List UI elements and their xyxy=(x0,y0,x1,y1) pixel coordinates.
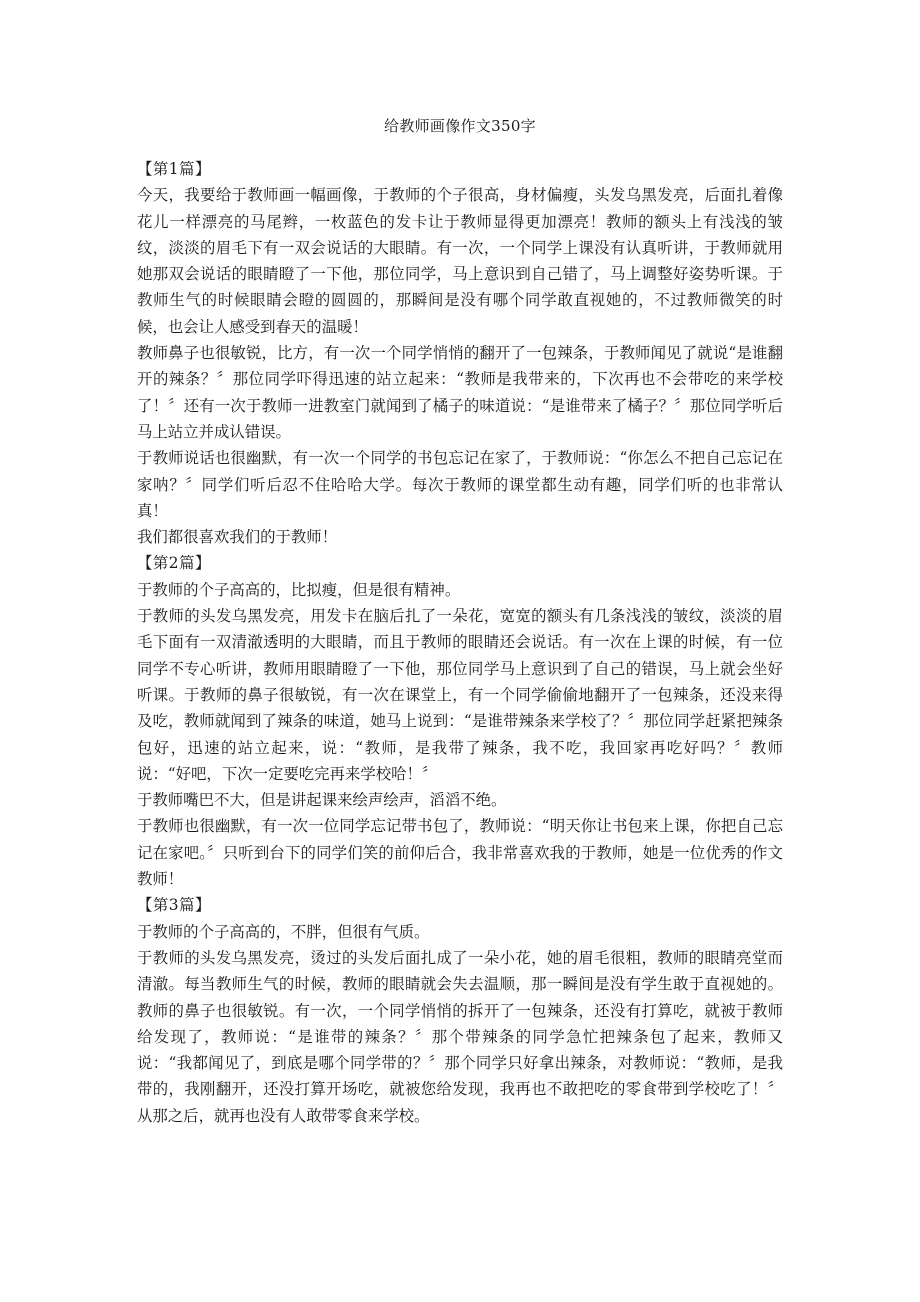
document-title: 给教师画像作文350字 xyxy=(384,117,536,135)
section-header: 【第2篇】 xyxy=(137,554,211,573)
paragraph: 于教师的个子高高的，不胖，但很有气质。 xyxy=(137,922,430,941)
paragraph: 于教师的头发乌黑发亮，用发卡在脑后扎了一朵花，宽宽的额头有几条浅浅的皱纹，淡淡的眉毛下面有一双清澈透明的大眼睛，而且于教师的眼睛还会说话。有一次在上课的时候，有一位同学不专心听讲，教师用眼睛瞪了一下他，那位同学马上意识到了自己的错误，马上就会坐好听课。于教师的鼻子很敏锐，有一次在课堂上，有一个同学偷偷地翻开了一包辣条，还没来得及吃，教师就闻到了辣条的味道，她马上说到：“是谁带辣条来学校了？〞那位同学赶紧把辣条包好，迅速的站立起来，说：“教师，是我带了辣条，我不吃，我回家再吃好吗？〞教师说：“好吧，下次一定要吃完再来学校哈！〞 xyxy=(137,607,783,783)
paragraph: 于教师的头发乌黑发亮，烫过的头发后面扎成了一朵小花，她的眉毛很粗，教师的眼睛亮堂而清澈。每当教师生气的时候，教师的眼睛就会失去温顺，那一瞬间是没有学生敢于直视她的。教师的鼻子也很敏锐。有一次，一个同学悄悄的拆开了一包辣条，还没有打算吃，就被于教师给发现了，教师说：“是谁带的辣条？〞那个带辣条的同学急忙把辣条包了起来，教师又说：“我都闻见了，到底是哪个同学带的？〞那个同学只好拿出辣条，对教师说：“教师，是我带的，我刚翻开，还没打算开场吃，就被您给发现，我再也不敢把吃的零食带到学校吃了！〞从那之后，就再也没有人敢带零食来学校。 xyxy=(137,948,783,1125)
paragraph: 今天，我要给于教师画一幅画像，于教师的个子很高，身材偏瘦，头发乌黑发亮，后面扎着像花儿一样漂亮的马尾辫，一枚蓝色的发卡让于教师显得更加漂亮！教师的额头上有浅浅的皱纹，淡淡的眉毛下有一双会说话的大眼睛。有一次，一个同学上课没有认真听讲，于教师就用她那双会说话的眼睛瞪了一下他，那位同学，马上意识到自己错了，马上调整好姿势听课。于教师生气的时候眼睛会瞪的圆圆的，那瞬间是没有哪个同学敢直视她的，不过教师微笑的时候，也会让人感受到春天的温暖！ xyxy=(137,186,783,336)
paragraph: 我们都很喜欢我们的于教师！ xyxy=(137,528,338,547)
section-header: 【第3篇】 xyxy=(137,896,211,915)
paragraph: 于教师嘴巴不大，但是讲起课来绘声绘声，滔滔不绝。 xyxy=(137,791,507,810)
paragraph: 于教师的个子高高的，比拟瘦，但是很有精神。 xyxy=(137,580,461,599)
paragraph: 于教师也很幽默，有一次一位同学忘记带书包了，教师说：“明天你让书包来上课，你把自己忘记在家吧。〞只听到台下的同学们笑的前仰后合，我非常喜欢我的于教师，她是一位优秀的作文教师！ xyxy=(137,817,783,889)
paragraph: 教师鼻子也很敏锐，比方，有一次一个同学悄悄的翻开了一包辣条，于教师闻见了就说“是谁翻开的辣条？〞那位同学吓得迅速的站立起来：“教师是我带来的，下次再也不会带吃的来学校了！〞还有一次于教师一进教室门就闻到了橘子的味道说：“是谁带来了橘子？〞那位同学听后马上站立并成认错误。 xyxy=(137,344,783,441)
section-header: 【第1篇】 xyxy=(137,160,211,178)
paragraph: 于教师说话也很幽默，有一次一个同学的书包忘记在家了，于教师说：“你怎么不把自己忘记在家呐？〞同学们听后忍不住哈哈大学。每次于教师的课堂都生动有趣，同学们听的也非常认真！ xyxy=(137,449,783,520)
document-body xyxy=(137,156,783,1129)
